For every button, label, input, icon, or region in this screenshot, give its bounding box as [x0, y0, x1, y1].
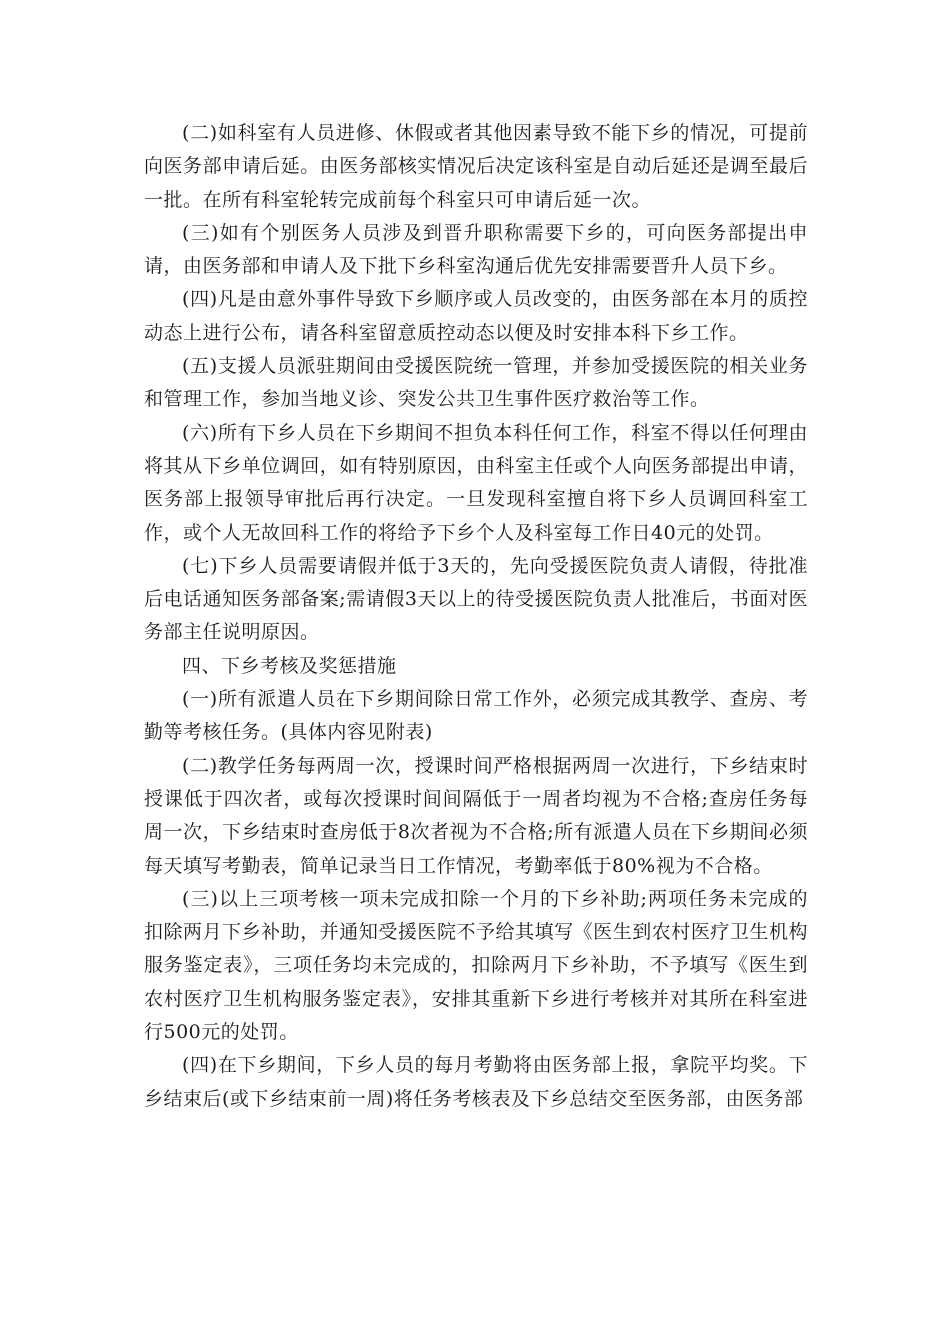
- section-heading-assessment: 四、下乡考核及奖惩措施: [182, 654, 397, 677]
- paragraph-assessment-3-penalties: (三)以上三项考核一项未完成扣除一个月的下乡补助;两项任务未完成的扣除两月下乡补助，并通知受援医院不予给其填写《医生到农村医疗卫生机构服务鉴定表》，三项任务均未完成的，扣除两月下乡补助，不予填写《医生到农村医疗卫生机构服务鉴定表》，安排其重新下乡进行考核并对其所在科室进行500元的处罚。: [144, 887, 808, 1044]
- paragraph-clause-6-no-recall: (六)所有下乡人员在下乡期间不担负本科任何工作，科室不得以任何理由将其从下乡单位调回，如有特别原因，由科室主任或个人向医务部提出申请，医务部上报领导审批后再行决定。一旦发现科室擅自将下乡人员调回科室工作，或个人无故回科工作的将给予下乡个人及科室每工作日40元的处罚。: [144, 421, 808, 544]
- paragraph-clause-3-promotion: (三)如有个别医务人员涉及到晋升职称需要下乡的，可向医务部提出申请，由医务部和申请人及下批下乡科室沟通后优先安排需要晋升人员下乡。: [144, 221, 808, 278]
- paragraph-clause-5-management: (五)支援人员派驻期间由受援医院统一管理，并参加受援医院的相关业务和管理工作，参加当地义诊、突发公共卫生事件医疗救治等工作。: [144, 355, 808, 411]
- paragraph-clause-7-leave: (七)下乡人员需要请假并低于3天的，先向受援医院负责人请假，待批准后电话通知医务部备案;需请假3天以上的待受援医院负责人批准后，书面对医务部主任说明原因。: [144, 554, 808, 644]
- paragraph-clause-2-deferral: (二)如科室有人员进修、休假或者其他因素导致不能下乡的情况，可提前向医务部申请后延。由医务部核实情况后决定该科室是自动后延还是调至最后一批。在所有科室轮转完成前每个科室只可申请后延一次。: [144, 122, 808, 211]
- paragraph-assessment-2-teaching: (二)教学任务每两周一次，授课时间严格根据两周一次进行，下乡结束时授课低于四次者，或每次授课时间间隔低于一周者均视为不合格;查房任务每周一次，下乡结束时查房低于8次者视为不合格;所有派遣人员在下乡期间必须每天填写考勤表，简单记录当日工作情况，考勤率低于80%视为不合格。: [144, 754, 808, 877]
- paragraph-assessment-4-attendance: (四)在下乡期间，下乡人员的每月考勤将由医务部上报，拿院平均奖。下乡结束后(或下乡结束前一周)将任务考核表及下乡总结交至医务部，由医务部: [144, 1054, 808, 1110]
- paragraph-clause-4-announcement: (四)凡是由意外事件导致下乡顺序或人员改变的，由医务部在本月的质控动态上进行公布，请各科室留意质控动态以便及时安排本科下乡工作。: [144, 288, 808, 344]
- paragraph-assessment-1-tasks: (一)所有派遣人员在下乡期间除日常工作外，必须完成其教学、查房、考勤等考核任务。(具体内容见附表): [144, 688, 808, 744]
- document-body: [144, 117, 808, 1116]
